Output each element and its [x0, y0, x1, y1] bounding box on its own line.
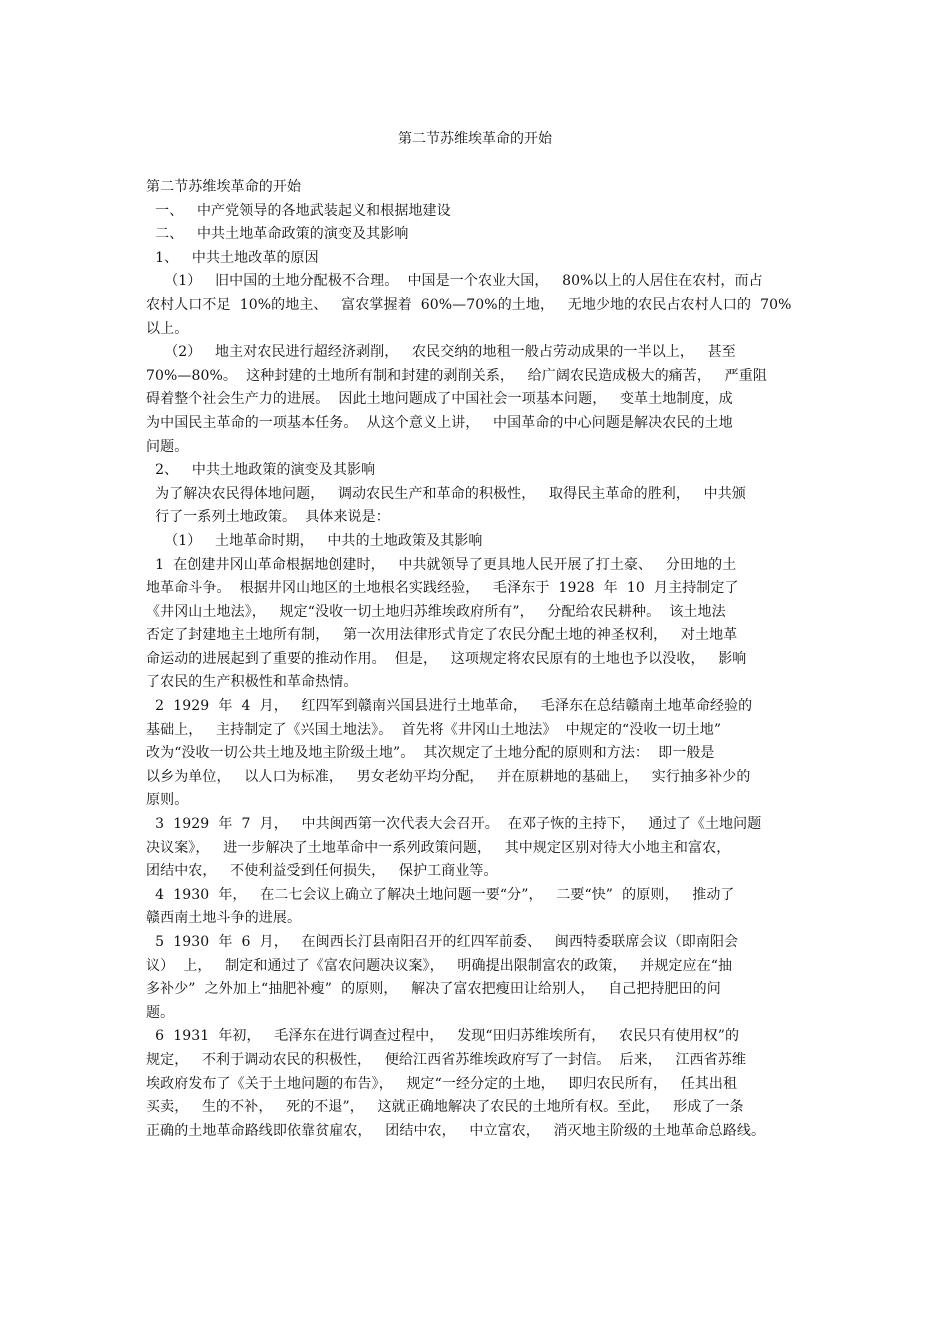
- paragraph-line: 70%—80%。 这种封建的土地所有制和封建的剥削关系， 给广阔农民造成极大的痛苦， 严重阻: [146, 367, 767, 384]
- paragraph-line: 改为“没收一切公共土地及地主阶级土地”。 其次规定了土地分配的原则和方法： 即一般是: [146, 745, 715, 762]
- paragraph-line: 题。: [146, 1004, 175, 1021]
- outline-item: 1、 中共土地改革的原因: [146, 249, 319, 266]
- paragraph-line: （1） 旧中国的土地分配极不合理。 中国是一个农业大国， 80%以上的人居住在农村，而占: [146, 273, 763, 290]
- paragraph-line: 碍着整个社会生产力的进展。 因此土地问题成了中国社会一项基本问题， 变革土地制度，成: [146, 391, 733, 408]
- outline-item: 2、 中共土地政策的演变及其影响: [146, 462, 376, 479]
- paragraph-line: 以上。: [146, 320, 189, 337]
- paragraph-line: 农村人口不足 10%的地主、 富农掌握着 60%—70%的土地， 无地少地的农民占农村人口的 70%: [146, 296, 792, 313]
- paragraph-line: 《井冈山土地法》， 规定“没收一切土地归苏维埃政府所有”， 分配给农民耕种。 该土地法: [146, 603, 726, 620]
- paragraph-line: 5 1930 年 6 月， 在闽西长汀县南阳召开的红四军前委、 闽西特委联席会议（即南阳会: [146, 934, 739, 950]
- paragraph-line: 否定了封建地主土地所有制， 第一次用法律形式肯定了农民分配土地的神圣权利， 对土地革: [146, 627, 738, 644]
- paragraph-line: 正确的土地革命路线即依靠贫雇农， 团结中农， 中立富农， 消灭地主阶级的土地革命总路线。: [146, 1122, 766, 1139]
- outline-item: 一、 中产党领导的各地武装起义和根据地建设: [146, 202, 451, 219]
- paragraph-line: 了农民的生产积极性和革命热情。: [146, 674, 358, 691]
- paragraph-line: 3 1929 年 7 月， 中共闽西第一次代表大会召开。 在邓子恢的主持下， 通过了《土地问题: [146, 816, 762, 833]
- paragraph-line: 决议案》， 进一步解决了土地革命中一系列政策问题， 其中规定区别对待大小地主和富农，: [146, 839, 731, 856]
- section-heading: 第二节苏维埃革命的开始: [146, 179, 302, 195]
- paragraph-line: 赣西南土地斗争的进展。: [146, 910, 302, 927]
- paragraph-line: 2 1929 年 4 月， 红四军到赣南兴国县进行土地革命， 毛泽东在总结赣南土地革命经验的: [146, 698, 753, 715]
- paragraph-line: 多补少” 之外加上“抽肥补瘦” 的原则， 解决了富农把瘦田让给别人， 自己把持肥田的问: [146, 981, 721, 998]
- paragraph-line: 埃政府发布了《关于土地问题的布告》， 规定“一经分定的土地， 即归农民所有， 任其出租: [146, 1075, 738, 1092]
- paragraph-line: 团结中农， 不使利益受到任何损失， 保护工商业等。: [146, 863, 498, 880]
- paragraph-line: （1） 土地革命时期， 中共的土地政策及其影响: [146, 532, 483, 549]
- paragraph-line: 命运动的进展起到了重要的推动作用。 但是， 这项规定将农民原有的土地也予以没收， 影响: [146, 650, 747, 667]
- paragraph-line: 基础上， 主持制定了《兴国土地法》。 首先将《井冈山土地法》 中规定的“没收一切土地”: [146, 721, 722, 738]
- document-body: [146, 176, 822, 1143]
- paragraph-line: 为了解决农民得体地问题， 调动农民生产和革命的积极性， 取得民主革命的胜利， 中共颁: [146, 485, 746, 502]
- paragraph-line: 以乡为单位， 以人口为标准， 男女老幼平均分配， 并在原耕地的基础上， 实行抽多补少的: [146, 768, 751, 785]
- paragraph-line: 议） 上， 制定和通过了《富农问题决议案》， 明确提出限制富农的政策， 并规定应在“抽: [146, 957, 733, 974]
- paragraph-line: 规定， 不利于调动农民的积极性， 便给江西省苏维埃政府写了一封信。 后来， 江西省苏维: [146, 1051, 746, 1068]
- paragraph-line: 地革命斗争。 根据井冈山地区的土地根名实践经验， 毛泽东于 1928 年 10 月主持制定了: [146, 580, 739, 597]
- paragraph-line: 问题。: [146, 438, 189, 455]
- paragraph-line: 1 在创建井冈山革命根据地创建时， 中共就领导了更具地人民开展了打土豪、 分田地的土: [146, 556, 737, 573]
- paragraph-line: 买卖， 生的不补， 死的不退”， 这就正确地解决了农民的土地所有权。至此， 形成了一条: [146, 1099, 744, 1116]
- paragraph-line: 行了一系列土地政策。 具体来说是：: [146, 509, 390, 526]
- page-title: 第二节苏维埃革命的开始: [398, 131, 552, 147]
- paragraph-line: 4 1930 年， 在二七会议上确立了解决土地问题一要“分”， 二要“快” 的原则， 推动了: [146, 886, 735, 903]
- outline-item: 二、 中共土地革命政策的演变及其影响: [146, 226, 409, 243]
- paragraph-line: 6 1931 年初， 毛泽东在进行调查过程中， 发现“田归苏维埃所有， 农民只有使用权”的: [146, 1028, 740, 1045]
- paragraph-line: （2） 地主对农民进行超经济剥削， 农民交纳的地租一般占劳动成果的一半以上， 甚至: [146, 344, 736, 361]
- paragraph-line: 为中国民主革命的一项基本任务。 从这个意义上讲， 中国革命的中心问题是解决农民的土地: [146, 414, 733, 431]
- paragraph-line: 原则。: [146, 792, 189, 809]
